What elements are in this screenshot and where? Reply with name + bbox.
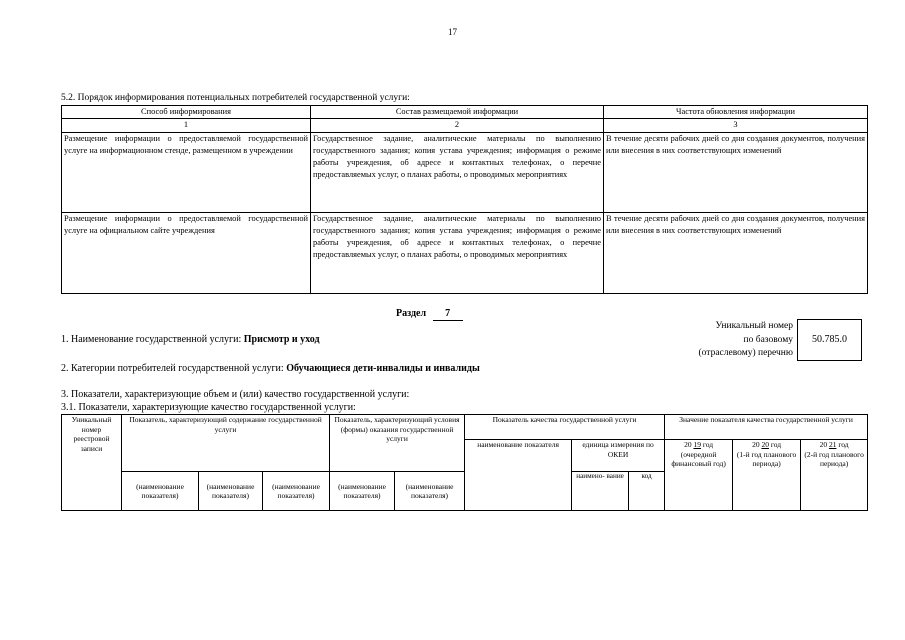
categories xyxy=(61,363,480,374)
service-name xyxy=(61,334,320,345)
quality-heading: 3.1. Показатели, характеризующие качество государственной услуги: xyxy=(61,402,356,413)
info-col-number-3: 3 xyxy=(604,119,868,132)
quality-table xyxy=(61,414,868,511)
info-content-cell: Государственное задание, аналитические материалы по выполнению государственного задания; копия устава учреждения; информация о режиме работы учреждения, об адресе и контактных телефонах, о перечне предоставляемых услуг, о планах работы, о проводимых мероприятиях xyxy=(311,212,604,293)
condition-name-cell-2: (наименование показателя) xyxy=(395,472,465,511)
info-frequency-cell: В течение десяти рабочих дней со дня создания документов, получения или внесения в них соответствующих изменений xyxy=(604,212,868,293)
info-header-method: Способ информирования xyxy=(62,106,311,119)
unique-number-box: 50.785.0 xyxy=(797,319,862,361)
unit-okei-header: единица измерения по ОКЕИ xyxy=(572,440,665,472)
section-title xyxy=(396,308,463,321)
condition-name-cell-1: (наименование показателя) xyxy=(330,472,395,511)
registry-header: Уникальный номер реестровой записи xyxy=(62,415,122,511)
unique-number-line1: Уникальный номер xyxy=(715,321,793,331)
quality-header-row xyxy=(62,415,868,440)
conditions-group-header: Показатель, характеризующий условия (формы) оказания государственной услуги xyxy=(330,415,465,472)
info-method-cell: Размещение информации о предоставляемой государственной услуге на информационном стенде, размещенном в учреждении xyxy=(62,132,311,212)
service-name-value: Присмотр и уход xyxy=(243,334,320,345)
info-col-number-1: 1 xyxy=(62,119,311,132)
unique-number-label xyxy=(699,320,793,361)
service-name-label: 1. Наименование государственной услуги: xyxy=(61,334,242,345)
section-label: Раздел xyxy=(396,308,427,319)
page-number: 17 xyxy=(448,27,457,37)
value-group-header: Значение показателя качества государственной услуги xyxy=(665,415,868,440)
categories-label: 2. Категории потребителей государственной услуги: xyxy=(61,363,284,374)
section-number: 7 xyxy=(433,308,463,321)
content-name-cell-1: (наименование показателя) xyxy=(122,472,199,511)
content-name-cell-3: (наименование показателя) xyxy=(263,472,330,511)
info-table-row xyxy=(62,132,868,212)
info-header-content: Состав размещаемой информации xyxy=(311,106,604,119)
info-table-header-row xyxy=(62,106,868,119)
info-section-heading: 5.2. Порядок информирования потенциальных потребителей государственной услуги: xyxy=(61,93,410,103)
info-frequency-cell: В течение десяти рабочих дней со дня создания документов, получения или внесения в них соответствующих изменений xyxy=(604,132,868,212)
year-header-3: 20 21 год (2-й год планового периода) xyxy=(801,440,868,511)
unique-number-line2: по базовому xyxy=(743,334,793,345)
info-table-row xyxy=(62,212,868,293)
indicators-heading: 3. Показатели, характеризующие объем и (или) качество государственной услуги: xyxy=(61,389,410,400)
info-col-number-2: 2 xyxy=(311,119,604,132)
info-table-number-row xyxy=(62,119,868,132)
info-content-cell: Государственное задание, аналитические материалы по выполнению государственного задания; копия устава учреждения; информация о режиме работы учреждения, об адресе и контактных телефонах, о перечне предоставляемых услуг, о планах работы, о проводимых мероприятиях xyxy=(311,132,604,212)
year-header-1: 20 19 год (очередной финансовый год) xyxy=(665,440,733,511)
indicator-name-header: наименование показателя xyxy=(465,440,572,511)
quality-group-header: Показатель качества государственной услуги xyxy=(465,415,665,440)
info-method-cell: Размещение информации о предоставляемой государственной услуге на официальном сайте учреждения xyxy=(62,212,311,293)
categories-value: Обучающиеся дети-инвалиды и инвалиды xyxy=(286,363,480,374)
year-header-2: 20 20 год (1-й год планового периода) xyxy=(733,440,801,511)
info-table xyxy=(61,105,868,294)
content-name-cell-2: (наименование показателя) xyxy=(199,472,263,511)
content-group-header: Показатель, характеризующий содержание государственной услуги xyxy=(122,415,330,472)
unit-name-header: наимено- вание xyxy=(572,472,629,511)
unique-number-line3: (отраслевому) перечню xyxy=(698,348,793,358)
info-header-frequency: Частота обновления информации xyxy=(604,106,868,119)
unit-code-header: код xyxy=(629,472,665,511)
